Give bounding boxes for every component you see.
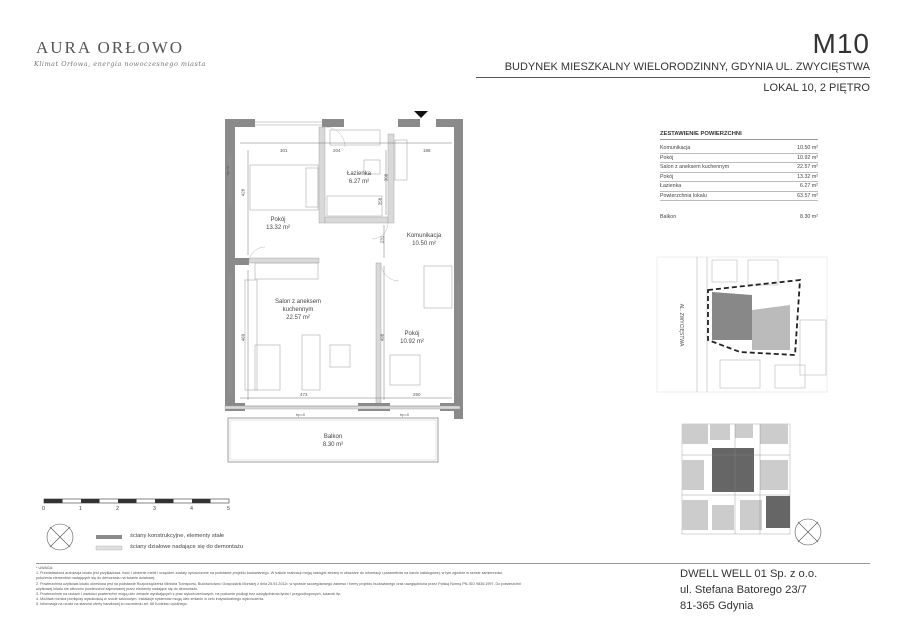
table-row: Pokój 10.92 m² [660, 154, 818, 164]
windows [229, 122, 458, 406]
scale-label: 4 [190, 506, 193, 512]
company-info [680, 566, 817, 614]
dim-label: 469 [240, 333, 246, 342]
scale-label: 2 [116, 506, 119, 512]
room-label-bedroom-1: Pokój 13.32 m² [266, 217, 290, 231]
company-street: ul. Stefana Batorego 23/7 [680, 584, 807, 596]
entrance-arrow-icon [414, 111, 428, 118]
dim-label: 250 [413, 392, 421, 397]
legend-removable-label: ściany działowe nadające się do demontażu [130, 544, 244, 550]
scale-label: 3 [153, 506, 156, 512]
building-title: BUDYNEK MIESZKALNY WIELORODZINNY, GDYNIA UL. ZWYCIĘSTWA [504, 61, 870, 73]
brand-tagline: Klimat Orłowa, energia nowoczesnego miasta [34, 60, 206, 68]
brand-logo: AURA ORŁOWO [36, 38, 185, 57]
legend-structural-label: ściany konstrukcyjne, elementy stałe [130, 533, 225, 539]
scale-label: 1 [79, 506, 82, 512]
dim-label: 308 [383, 173, 389, 182]
key-plan [682, 424, 790, 534]
dim-label: 231 [379, 235, 385, 244]
scale-bar [44, 499, 229, 503]
table-row: Salon z aneksem kuchennym 22.57 m² [660, 163, 818, 173]
notes: * UWAGA: 1. Przedstawiona aranżacja lokalu jest przykładowa. Ilość i ułożenie mebli i urządzeń zostały uproszczone na podstawie projektu budowlanego. W trakcie realizacji mogą nastąpić zmiany w obszarze do informacji i parametrów na karcie katalogowej, w tym zgodnie w sensie zamienności, położenia elementów nadających się do demontażu na ścianie działowej. 2. Powierzchnia użytkowa lokalu określona jest na podstawie Rozporządzenia Ministra Transportu, Budownictwa i Gospodarki Morskiej z dnia 25.04.2012r. w sprawie szczegółowego zakresu i formy projektu budowlanego oraz uwzględniona przez Polską Normę PN-ISO 9836:1997. Do powierzchni użytkowej lokalu nie wliczono powierzchni zajmowanej przez elementy nadające się do demontażu. 3. Powierzchnie na rzutach i wartości powierzchni mogą ulec zmianie wynikających z prac wykończeniowych, na poziomie podłogi bez uwzględnienia tynku i przypodłogowych, ścianek itp. 4. Możliwa różnica pomiędzy wysokością w rzucie szkicowym. Instalacje systemów mogą ulec zmianie w celu indywidualnego wykończenia. 5. Informacja na rzucie na stanowi oferty handlowej w rozumieniu art. 66 Kodeksu cywilnego. [36, 566, 521, 607]
dim-label: 204 [333, 148, 341, 153]
table-row: Łazienka 6.27 m² [660, 182, 818, 192]
dim-label: 428 [240, 188, 246, 197]
company-name: DWELL WELL 01 Sp. z o.o. [680, 568, 818, 580]
room-label-hall: Komunikacja 10.50 m² [406, 233, 442, 247]
scale-label: 0 [42, 506, 45, 512]
dim-label: 358 [377, 197, 383, 206]
table-row-balcony: Balkon 8.30 m² [660, 214, 818, 220]
table-row-total: Powierzchnia lokalu 63.57 m² [660, 192, 818, 202]
dim-label: 188 [423, 148, 431, 153]
structural-walls [225, 119, 463, 419]
dim-label: hp=0 [296, 412, 306, 417]
legend-structural-swatch [96, 535, 122, 539]
footer-divider [36, 563, 870, 564]
table-title: ZESTAWIENIE POWIERZCHNI [660, 131, 818, 140]
map-compass-icon [795, 519, 821, 545]
room-label-bathroom: Łazienka 6.27 m² [346, 171, 372, 185]
dim-label: hp=0 [225, 165, 231, 176]
map-street-label: AL. ZWYCIĘSTWA [678, 303, 684, 347]
scale-label: 5 [227, 506, 230, 512]
unit-code: M10 [812, 28, 870, 59]
room-label-balcony: Balkon 8.30 m² [322, 434, 344, 448]
table-row: Pokój 13.32 m² [660, 173, 818, 183]
table-row: Komunikacja 10.50 m² [660, 144, 818, 154]
dim-label: 498 [379, 333, 385, 342]
room-label-living: Salon z aneksem kuchennym 22.57 m² [274, 299, 322, 321]
dim-label: 473 [300, 392, 308, 397]
dim-label: 301 [280, 148, 288, 153]
legend-removable-swatch [96, 546, 122, 550]
unit-location: LOKAL 10, 2 PIĘTRO [763, 82, 870, 94]
dim-label: hp=0 [400, 412, 410, 417]
area-summary-table [660, 131, 818, 222]
room-label-bedroom-2: Pokój 10.92 m² [400, 331, 424, 345]
company-city: 81-365 Gdynia [680, 600, 754, 612]
compass-icon [47, 524, 73, 550]
